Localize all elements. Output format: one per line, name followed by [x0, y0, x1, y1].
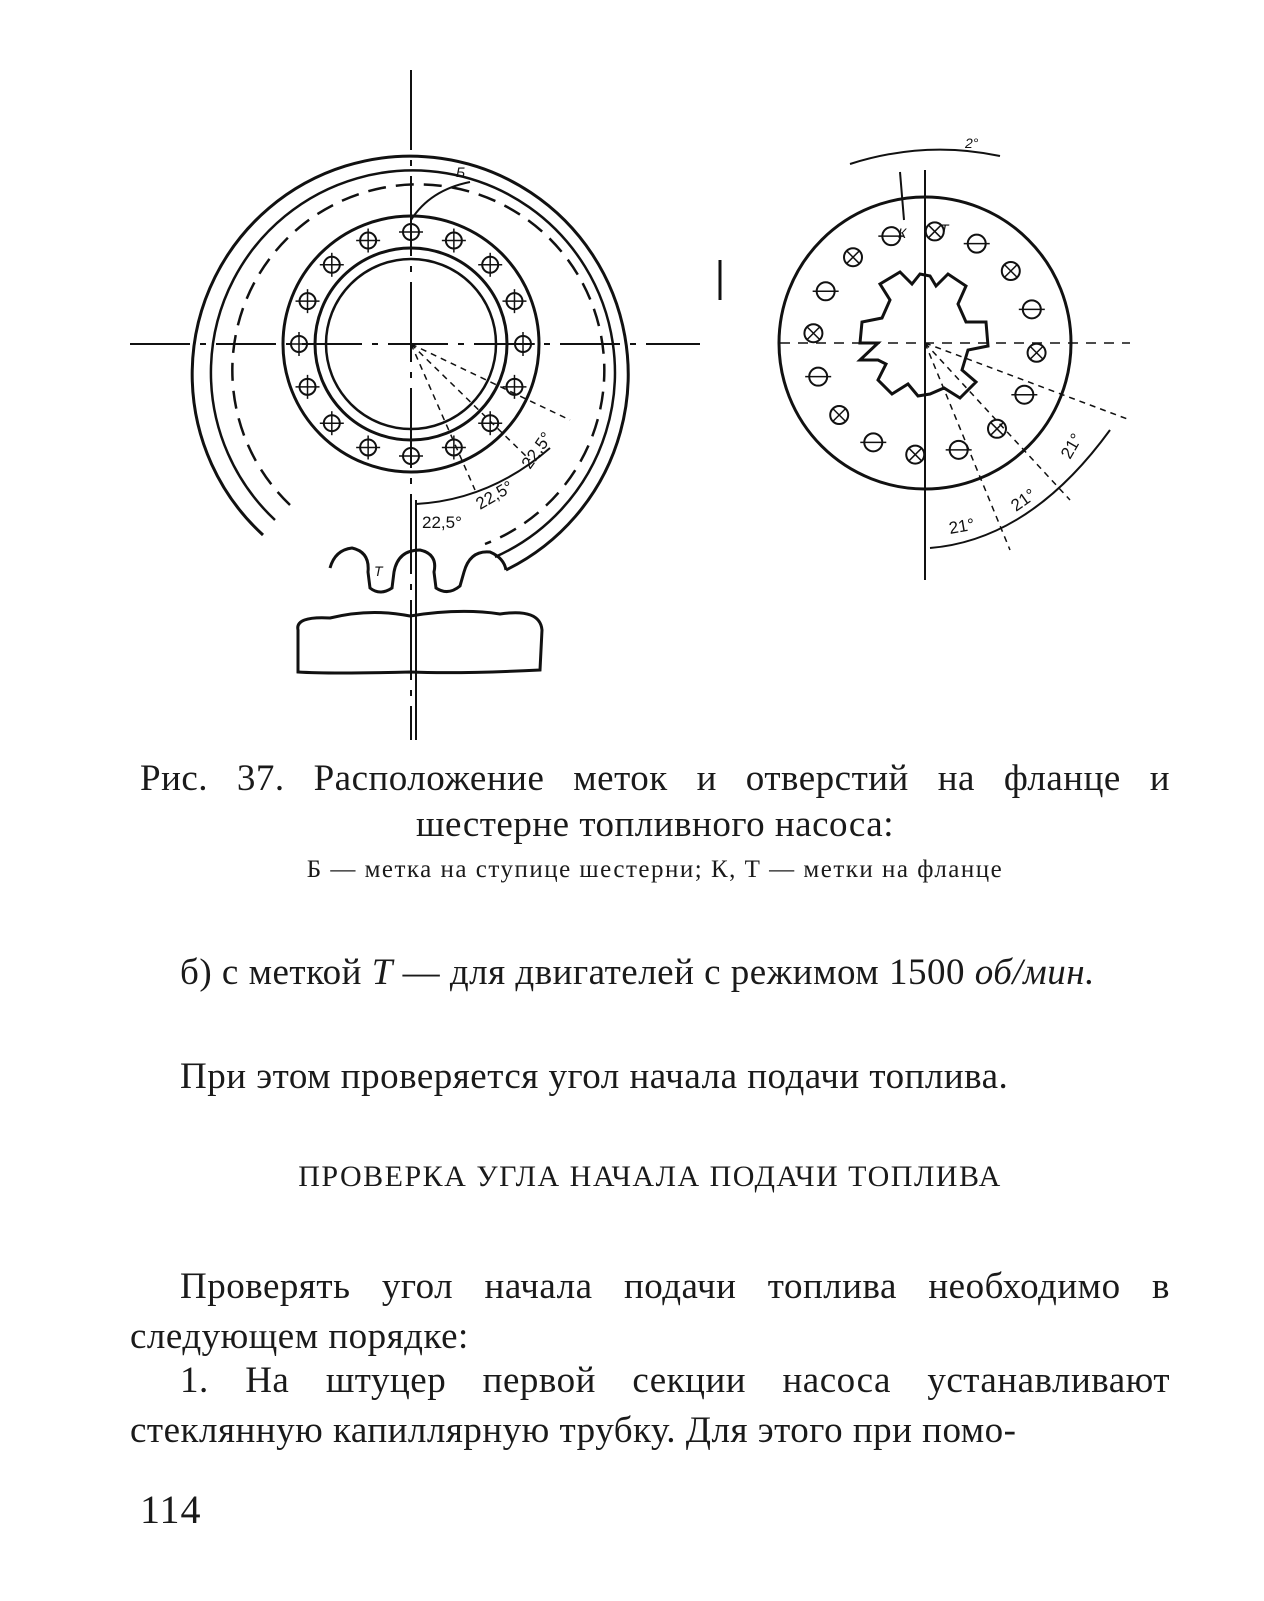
gear-bolt [356, 435, 380, 459]
flange-hole [988, 420, 1006, 438]
figure-37-drawing [130, 60, 1150, 750]
page-number: 114 [140, 1487, 202, 1532]
flange-hole [1019, 300, 1045, 318]
flange-hole [1002, 262, 1020, 280]
label-b: Б [456, 164, 466, 180]
gear-bolt [478, 253, 502, 277]
angle-label-gear-3: 22,5° [517, 428, 557, 473]
flange-hole [813, 282, 839, 300]
label-2deg: 2° [965, 135, 979, 151]
flange-hole [906, 446, 924, 464]
gear-bolt [442, 229, 466, 253]
paragraph-check-note: При этом проверяется угол начала подачи топлива. [180, 1056, 1009, 1097]
gear-bolt [356, 229, 380, 253]
gear-bolt [320, 411, 344, 435]
mark-t-italic: Т [371, 952, 393, 993]
flange-hole [964, 235, 990, 253]
flange-hole [860, 433, 886, 451]
angle-label-flange-3: 21° [1057, 430, 1087, 462]
gear-bolt [320, 253, 344, 277]
gear-bolt [287, 332, 311, 356]
paragraph-b: б) с меткой Т — для двигателей с режимом 1500 об/мин. [180, 952, 1095, 993]
angle-label-flange-1: 21° [947, 514, 977, 538]
label-k: К [898, 225, 907, 241]
flange-hole [1028, 344, 1046, 362]
label-t-gear: Т [374, 563, 383, 579]
figure-caption-title: Рис. 37. Расположение меток и отверстий на фланце и шестерне топливного насоса: [140, 758, 1170, 845]
angle-label-flange-2: 21° [1007, 484, 1040, 516]
flange-hole [946, 441, 972, 459]
angle-label-gear-1: 22,5° [422, 513, 462, 532]
gear-notches [330, 548, 506, 592]
figure-37 [130, 60, 1150, 750]
paragraph-step-1: 1. На штуцер первой секции насоса устанавливают стеклянную капиллярную трубку. Для этого при помо- [130, 1360, 1170, 1451]
gear-bolt [478, 411, 502, 435]
angle-label-gear-2: 22,5° [472, 477, 517, 514]
gear-bolt [296, 375, 320, 399]
flange-hole [1011, 386, 1037, 404]
gear-bolt [502, 375, 526, 399]
gear-bolt [442, 435, 466, 459]
pump-body [298, 611, 542, 673]
flange-hole [805, 368, 831, 386]
label-t-flange: Т [940, 221, 949, 237]
flange-hole [804, 324, 822, 342]
gear-bolt [399, 220, 423, 244]
flange-hole [844, 248, 862, 266]
gear-bolt [511, 332, 535, 356]
gear-bolt [399, 444, 423, 468]
paragraph-order: Проверять угол начала подачи топлива необходимо в следующем порядке: [130, 1266, 1170, 1357]
gear-dashed-ring [232, 184, 604, 544]
flange-hole [830, 406, 848, 424]
gear-bolt [502, 289, 526, 313]
section-heading: ПРОВЕРКА УГЛА НАЧАЛА ПОДАЧИ ТОПЛИВА [298, 1160, 1002, 1193]
unit-rpm: об/мин. [974, 952, 1095, 993]
gear-bolt [296, 289, 320, 313]
figure-caption-note: Б — метка на ступице шестерни; К, Т — метки на фланце [306, 856, 1004, 883]
